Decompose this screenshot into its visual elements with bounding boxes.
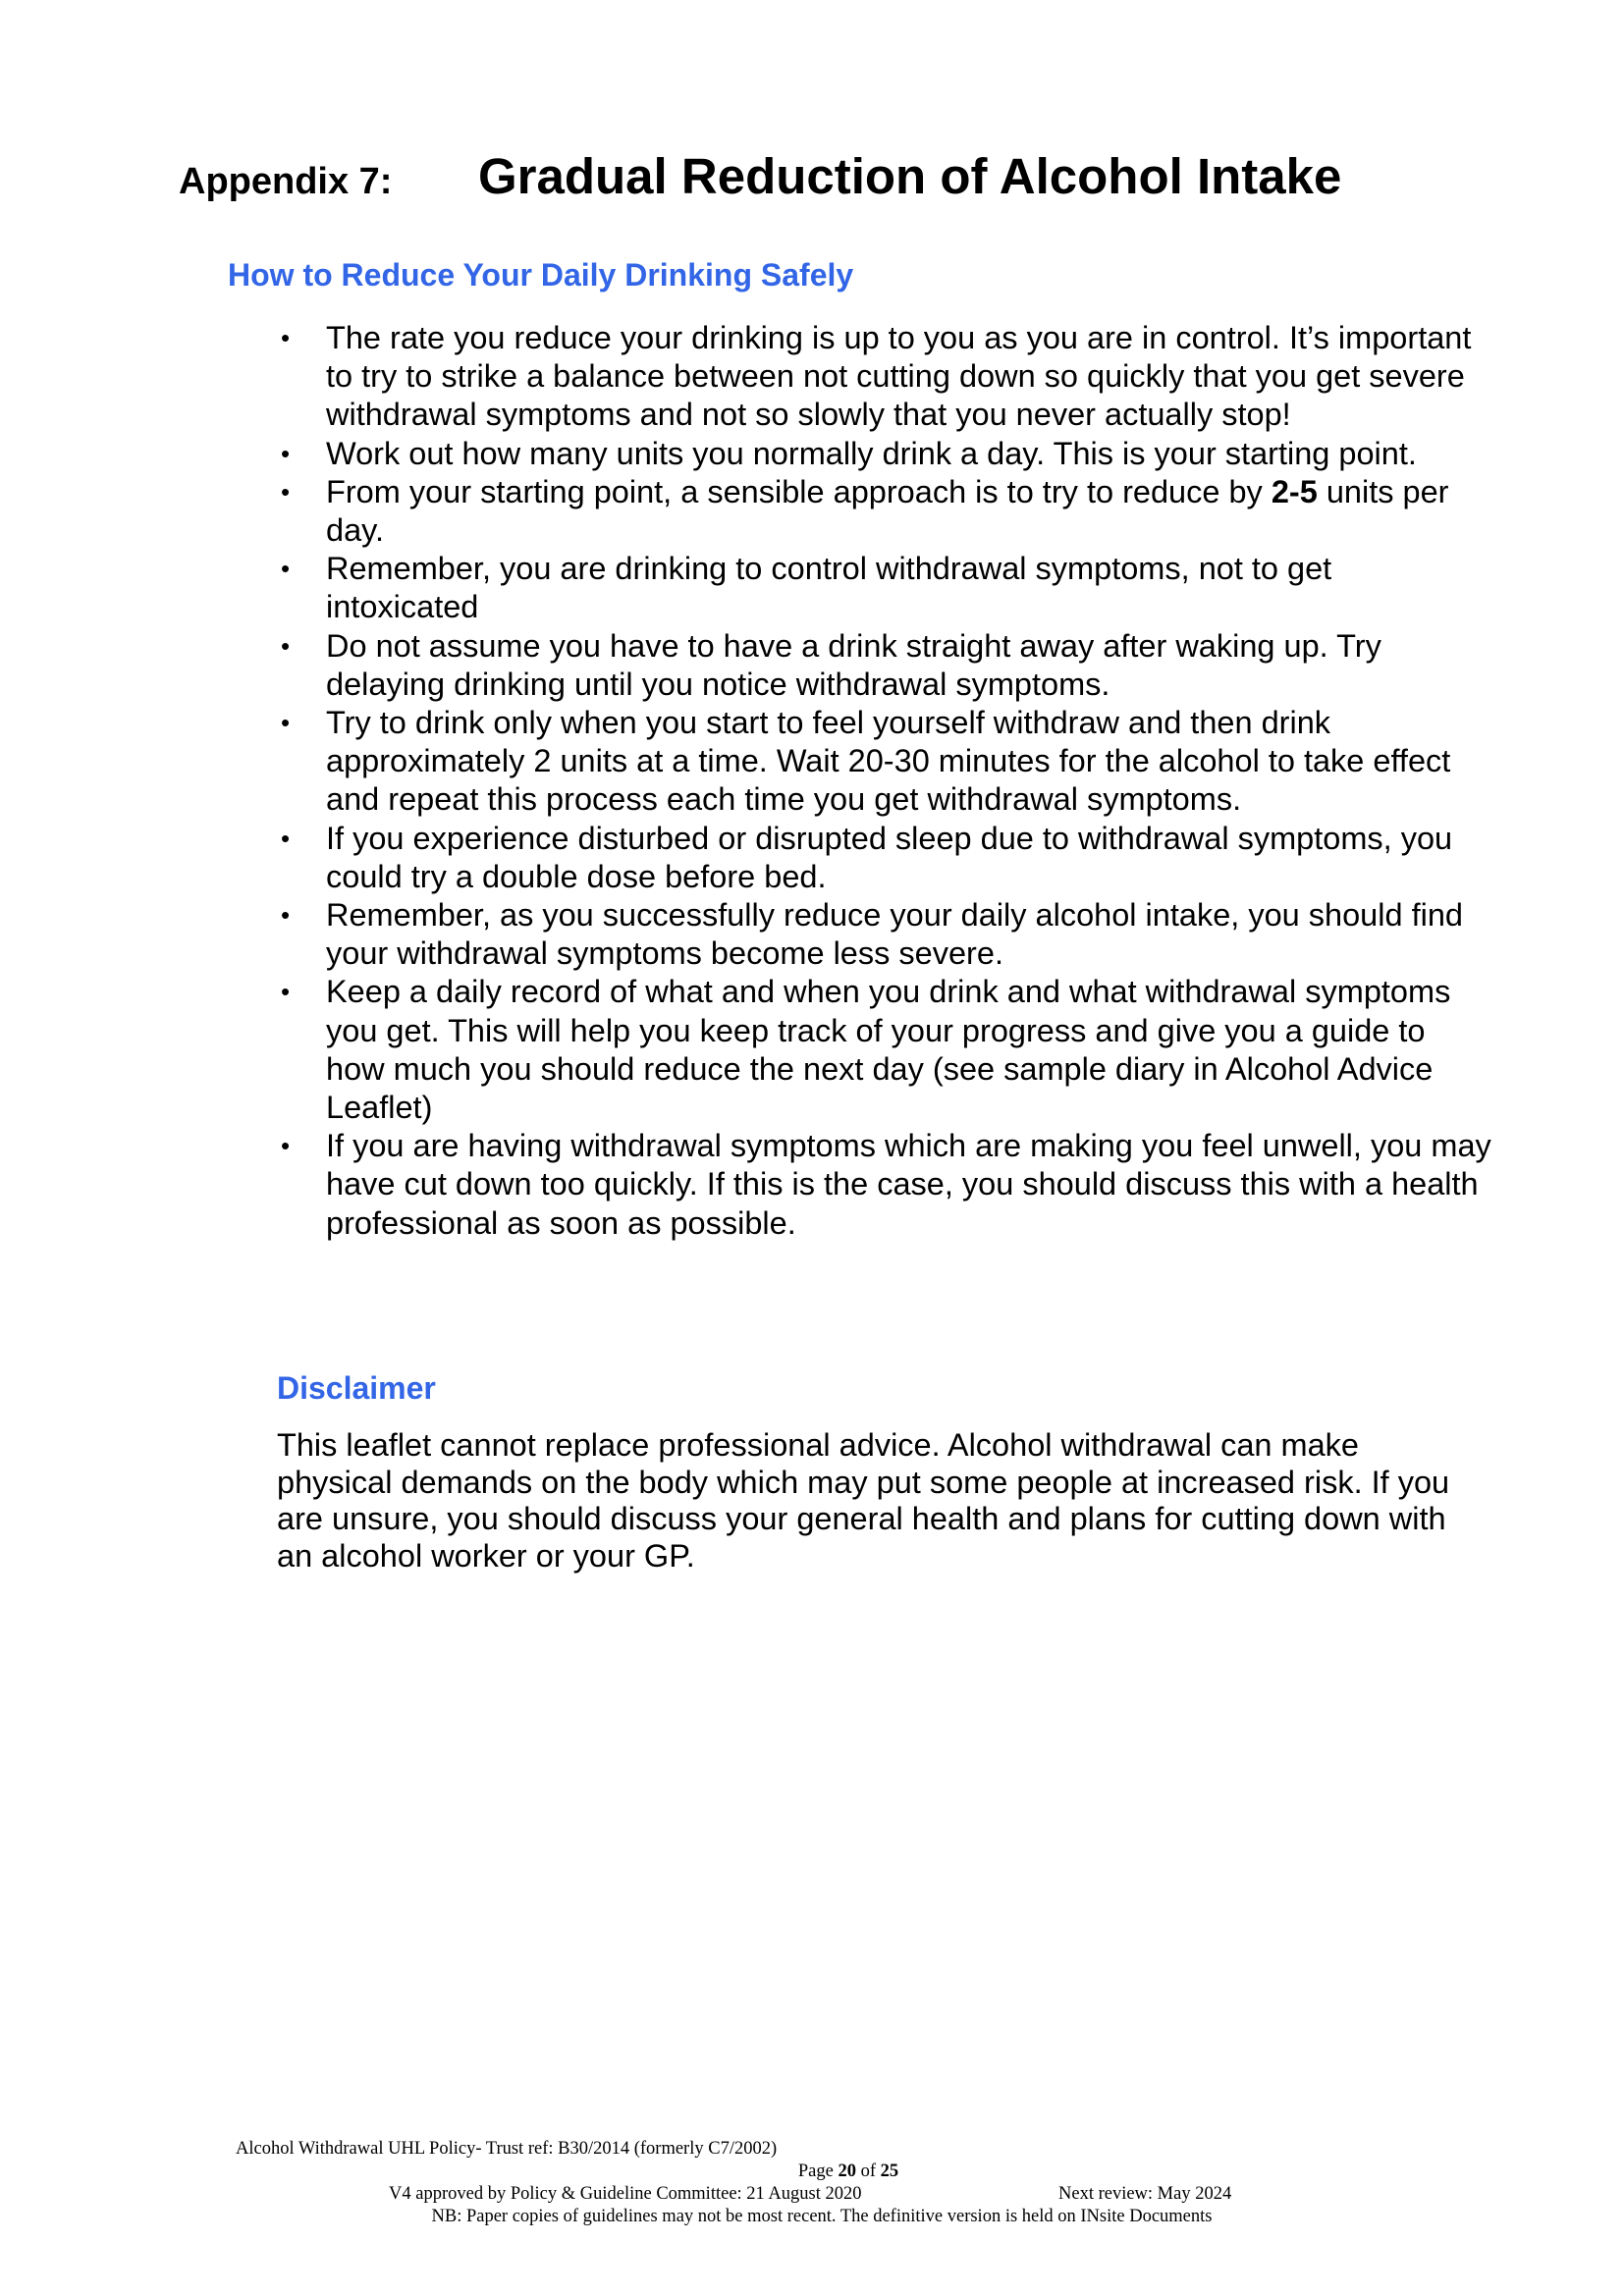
bullet-text: If you are having withdrawal symptoms which are making you feel unwell, you may have cut down too quickly. If this is the case, you should discuss this with a health professional as soon as possible. [326,1128,1491,1241]
bullet-bold-value: 2-5 [1271,473,1318,509]
page-of: of [855,2162,881,2181]
bullet-item [275,896,1492,973]
appendix-label: Appendix 7: [179,161,393,202]
bullet-text: units per day. [326,473,1449,549]
disclaimer-heading: Disclaimer [277,1370,436,1406]
bullet-icon: • [281,438,291,468]
bullet-item [275,973,1492,1127]
bullet-item [275,550,1492,626]
bullet-icon: • [281,554,291,584]
bullet-item [275,820,1492,896]
bullet-text: Remember, as you successfully reduce your daily alcohol intake, you should find your withdrawal symptoms become less severe. [326,897,1463,972]
bullet-item [275,473,1492,550]
page-prefix: Page [797,2162,839,2181]
bullet-text: Keep a daily record of what and when you drink and what withdrawal symptoms you get. This will help you keep track of your progress and give you a guide to how much you should reduce the next day (see sample diary in Alcohol Advice Leaflet) [326,974,1451,1126]
bullet-text: If you experience disturbed or disrupted sleep due to withdrawal symptoms, you could try a double dose before bed. [326,820,1453,894]
bullet-text: Do not assume you have to have a drink straight away after waking up. Try delaying drinking until you notice withdrawal symptoms. [326,627,1381,702]
bullet-icon: • [281,476,291,507]
bullet-icon: • [281,1131,291,1161]
bullet-item [275,704,1492,820]
footer-policy-ref: Alcohol Withdrawal UHL Policy- Trust ref: B30/2014 (formerly C7/2002) [236,2139,778,2159]
section-heading: How to Reduce Your Daily Drinking Safely [228,257,854,293]
advice-bullet-list [275,319,1492,1243]
bullet-text: From your starting point, a sensible approach is to try to reduce by [326,473,1272,509]
page-title: Gradual Reduction of Alcohol Intake [478,148,1342,204]
page-title-row [179,147,1341,205]
bullet-item [275,319,1492,435]
bullet-icon: • [281,823,291,853]
footer-page-number [0,2161,1624,2183]
footer-approval: V4 approved by Policy & Guideline Committee: 21 August 2020 [389,2184,862,2204]
bullet-item [275,435,1492,473]
bullet-icon: • [281,900,291,931]
bullet-icon: • [281,977,291,1007]
bullet-icon: • [281,323,291,352]
disclaimer-text: This leaflet cannot replace professional advice. Alcohol withdrawal can make physical demands on the body which may put some people at increased risk. If you are unsure, you should discuss your general health and plans for cutting down with an alcohol worker or your GP. [277,1427,1450,1574]
footer-disclaimer-note: NB: Paper copies of guidelines may not be most recent. The definitive version is held on INsite Documents [431,2207,1213,2226]
bullet-item [275,1127,1492,1243]
bullet-icon: • [281,708,291,738]
bullet-text: Try to drink only when you start to feel yourself withdraw and then drink approximately 2 units at a time. Wait 20-30 minutes for the alcohol to take effect and repeat this process each time you get withdrawal symptoms. [326,705,1451,818]
bullet-text: The rate you reduce your drinking is up to you as you are in control. It’s important to try to strike a balance between not cutting down so quickly that you get severe withdrawal symptoms and not so slowly that you never actually stop! [326,320,1472,433]
page-current: 20 [838,2162,856,2181]
bullet-item [275,627,1492,704]
footer-next-review: Next review: May 2024 [1058,2184,1232,2204]
bullet-icon: • [281,630,291,661]
page-total: 25 [880,2162,899,2181]
bullet-text: Work out how many units you normally drink a day. This is your starting point. [326,435,1417,471]
bullet-text: Remember, you are drinking to control withdrawal symptoms, not to get intoxicated [326,551,1332,625]
